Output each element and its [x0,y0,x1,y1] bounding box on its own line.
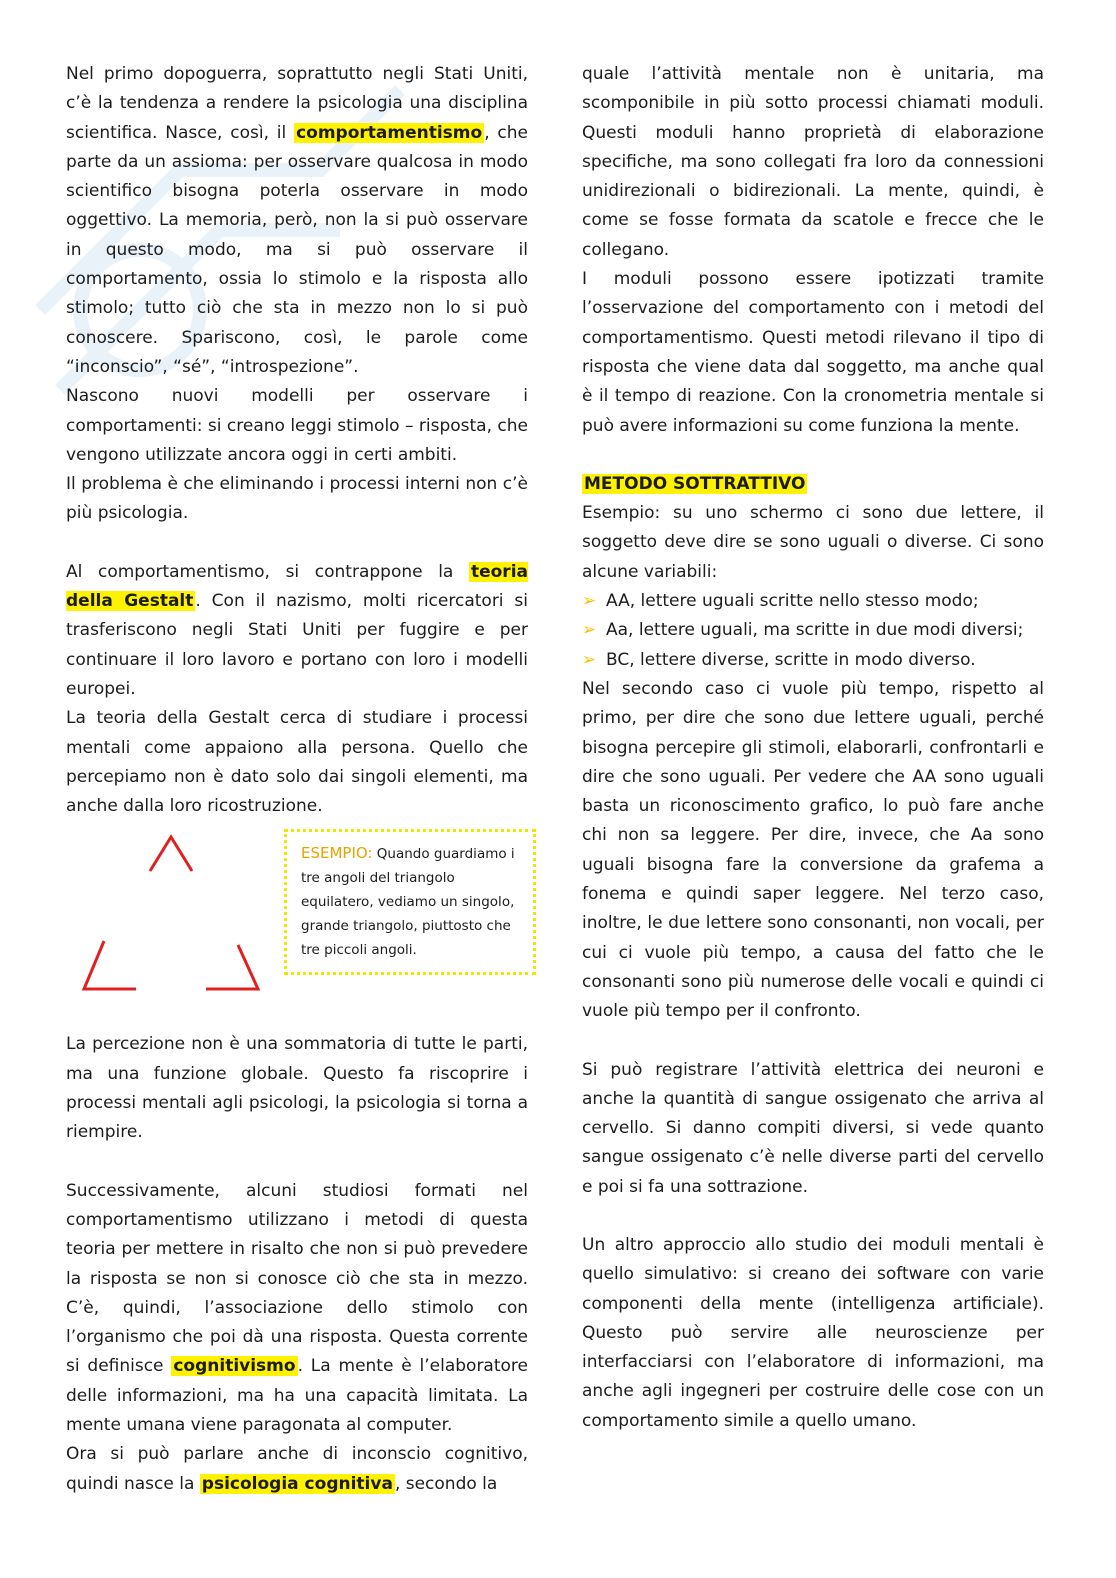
paragraph-gestalt-intro: Al comportamentismo, si contrappone la teoria della Gestalt . Con il nazismo, molti ricercatori si trasferiscono negli Stati Uniti per fuggire e per continuare il loro lavoro e portano con loro i modelli europei. [66,561,528,699]
arrow-bullet-icon: ➢ [582,620,597,641]
list-item: ➢ Aa, lettere uguali, ma scritte in due modi diversi; [582,616,1044,645]
highlight-psicologia-cognitiva: psicologia cognitiva [201,1473,393,1494]
paragraph-cognitivismo: Successivamente, alcuni studiosi formati nel comportamentismo utilizzano i metodi di questa teoria per mettere in risalto che non si può prevedere la risposta se non si conosce ciò che sta in mezzo. C’è, quindi, l’associazione dello stimolo con l’organismo che poi dà una risposta. Questa corrente si definisce cognitivismo . La mente è l’elaboratore delle informazioni, ma ha una capacità limitata. La mente umana viene paragonata al computer. [66,1180,528,1435]
paragraph-comportamentismo: Nel primo dopoguerra, soprattutto negli Stati Uniti, c’è la tendenza a rendere la psicologia una disciplina scientifica. Nasce, così, il comportamentismo , che parte da un assioma: per osservare qualcosa in modo scientifico bisogna poterla osservare in modo oggettivo. La memoria, però, non la si può osservare in questo modo, ma si può osservare il comportamento, ossia lo stimolo e la risposta allo stimolo; tutto ciò che sta in mezzo non lo si può conoscere. Spariscono, così, le parole come “inconscio”, “sé”, “introspezione”. [66,64,529,377]
bottom-left-angle [84,941,136,989]
arrow-bullet-icon: ➢ [582,649,597,670]
paragraph-nuovi-modelli: Nascono nuovi modelli per osservare i comportamenti: si creano leggi stimolo – risposta, che vengono utilizzate ancora oggi in certi ambiti. [66,386,528,465]
paragraph-problema: Il problema è che eliminando i processi interni non c’è più psicologia. [66,474,528,524]
triangle-angles-illustration [76,831,276,1001]
left-column [66,60,528,1499]
list-item: ➢ BC, lettere diverse, scritte in modo diverso. [582,646,1044,675]
top-angle [150,837,192,871]
bottom-right-angle [206,945,258,989]
list-item: ➢ AA, lettere uguali scritte nello stesso modo; [582,587,1044,616]
paragraph-psicologia-cognitiva: Ora si può parlare anche di inconscio cognitivo, quindi nasce la psicologia cognitiva , secondo la [66,1444,528,1494]
paragraph-approccio-simulativo: Un altro approccio allo studio dei moduli mentali è quello simulativo: si creano dei software con varie componenti della mente (intelligenza artificiale). Questo può servire alle neuroscienze per interfacciarsi con l’elaboratore di informazioni, ma anche agli ingegneri per costruire delle cose con un comportamento simile a quello umano. [582,1234,1044,1431]
paragraph-esempio: Esempio: su uno schermo ci sono due lettere, il soggetto deve dire se sono uguali o diverse. Ci sono alcune variabili: [582,503,1044,582]
paragraph-percezione: La percezione non è una sommatoria di tutte le parti, ma una funzione globale. Questo fa riscoprire i processi mentali agli psicologi, la psicologia si torna a riempire. [66,1034,528,1143]
paragraph-gestalt-processi: La teoria della Gestalt cerca di studiare i processi mentali come appaiono alla persona. Quello che percepiamo non è dato solo dai singoli elementi, ma anche dalla loro ricostruzione. [66,708,528,817]
gestalt-figure [66,825,528,1030]
paragraph-moduli-ipotizzati: I moduli possono essere ipotizzati tramite l’osservazione del comportamento con i metodi del comportamentismo. Questi metodi rilevano il tipo di risposta che viene data dal soggetto, ma anche qual è il tempo di reazione. Con la cronometria mentale si può avere informazioni su come funziona la mente. [582,269,1044,436]
highlight-teoria-gestalt: teoria della Gestalt [66,561,528,612]
section-heading-metodo-sottrattivo: METODO SOTTRATTIVO [584,473,806,494]
example-label: ESEMPIO: [301,844,373,863]
paragraph-attivita-elettrica: Si può registrare l’attività elettrica dei neuroni e anche la quantità di sangue ossigenato che arriva al cervello. Si danno compiti diversi, si vede quanto sangue ossigenato c’è nelle diverse parti del cervello e poi si fa una sottrazione. [582,1059,1044,1197]
paragraph-secondo-caso: Nel secondo caso ci vuole più tempo, rispetto al primo, per dire che sono due lettere uguali, perché bisogna percepire gli stimoli, elaborarli, confrontarli e dire che sono uguali. Per vedere che AA sono uguali basta un riconoscimento grafico, lo può fare anche chi non sa leggere. Per dire, invece, che Aa sono uguali bisogna fare la conversione da grafema a fonema e quindi saper leggere. Nel terzo caso, inoltre, le due lettere sono consonanti, non vocali, per cui ci vuole più tempo, a causa del fatto che le consonanti sono più numerose delle vocali e quindi ci vuole più tempo per il confronto. [582,678,1044,1022]
arrow-bullet-icon: ➢ [582,591,597,612]
example-box [284,829,536,975]
highlight-comportamentismo: comportamentismo [296,122,483,143]
highlight-cognitivismo: cognitivismo [173,1356,296,1377]
right-column [582,60,1044,1436]
example-text: Quando guardiamo i tre angoli del triangolo equilatero, vediamo un singolo, grande triangolo, piuttosto che tre piccoli angoli. [301,846,515,959]
paragraph-moduli: quale l’attività mentale non è unitaria, ma scomponibile in più sotto processi chiamati moduli. Questi moduli hanno proprietà di elaborazione specifiche, ma sono collegati fra loro da connessioni unidirezionali o bidirezionali. La mente, quindi, è come se fosse formata da scatole e frecce che le collegano. [582,64,1044,260]
